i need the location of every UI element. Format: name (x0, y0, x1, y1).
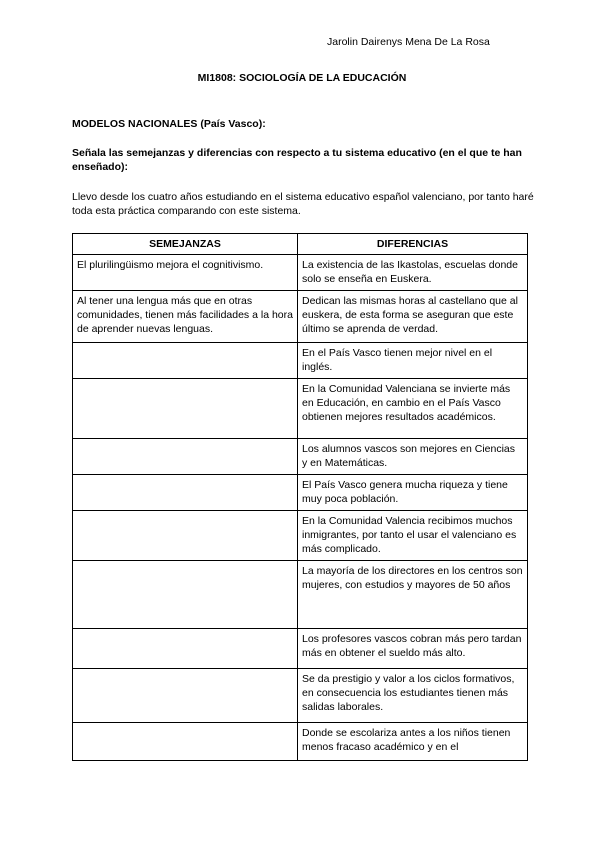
table-row (73, 475, 528, 511)
table-row (73, 379, 528, 439)
intro-paragraph: Llevo desde los cuatro años estudiando en el sistema educativo español valenciano, por tanto haré toda esta práctica comparando con este sistema. (72, 191, 534, 217)
author-name: Jarolin Dairenys Mena De La Rosa (327, 36, 490, 48)
semejanza-cell (73, 723, 298, 761)
semejanza-cell (73, 629, 298, 669)
diferencia-cell: En el País Vasco tienen mejor nivel en el inglés. (298, 343, 528, 379)
table-row (73, 629, 528, 669)
assignment-question: Señala las semejanzas y diferencias con respecto a tu sistema educativo (en el que te han enseñado): (72, 147, 522, 173)
semejanza-cell (73, 475, 298, 511)
semejanza-cell (73, 511, 298, 561)
diferencia-cell: Donde se escolariza antes a los niños tienen menos fracaso académico y en el (298, 723, 528, 761)
course-title: MI1808: SOCIOLOGÍA DE LA EDUCACIÓN (197, 72, 407, 84)
table-row (73, 439, 528, 475)
diferencia-cell: Dedican las mismas horas al castellano que al euskera, de esta forma se aseguran que este último se aprenda de verdad. (298, 291, 528, 343)
table-row (73, 723, 528, 761)
semejanza-cell (73, 379, 298, 439)
diferencia-cell: El País Vasco genera mucha riqueza y tiene muy poca población. (298, 475, 528, 511)
semejanza-cell (73, 669, 298, 723)
semejanza-cell (73, 561, 298, 629)
diferencia-cell: En la Comunidad Valencia recibimos muchos inmigrantes, por tanto el usar el valenciano es más complicado. (298, 511, 528, 561)
diferencia-cell: Se da prestigio y valor a los ciclos formativos, en consecuencia los estudiantes tienen más salidas laborales. (298, 669, 528, 723)
table-header-row (73, 234, 528, 255)
diferencia-cell: Los alumnos vascos son mejores en Ciencias y en Matemáticas. (298, 439, 528, 475)
semejanza-cell: Al tener una lengua más que en otras comunidades, tienen más facilidades a la hora de aprender nuevas lenguas. (73, 291, 298, 343)
diferencia-cell: La existencia de las Ikastolas, escuelas donde solo se enseña en Euskera. (298, 255, 528, 291)
table-row (73, 255, 528, 291)
table-row (73, 561, 528, 629)
table-row (73, 511, 528, 561)
header-diferencias: DIFERENCIAS (298, 234, 528, 255)
diferencia-cell: En la Comunidad Valenciana se invierte más en Educación, en cambio en el País Vasco obtienen mejores resultados académicos. (298, 379, 528, 439)
header-semejanzas: SEMEJANZAS (73, 234, 298, 255)
table-row (73, 291, 528, 343)
diferencia-cell: Los profesores vascos cobran más pero tardan más en obtener el sueldo más alto. (298, 629, 528, 669)
semejanza-cell: El plurilingüismo mejora el cognitivismo. (73, 255, 298, 291)
semejanza-cell (73, 343, 298, 379)
table-row (73, 669, 528, 723)
diferencia-cell: La mayoría de los directores en los centros son mujeres, con estudios y mayores de 50 años (298, 561, 528, 629)
table-row (73, 343, 528, 379)
section-heading: MODELOS NACIONALES (País Vasco): (72, 118, 266, 130)
semejanza-cell (73, 439, 298, 475)
comparison-table (72, 233, 528, 761)
